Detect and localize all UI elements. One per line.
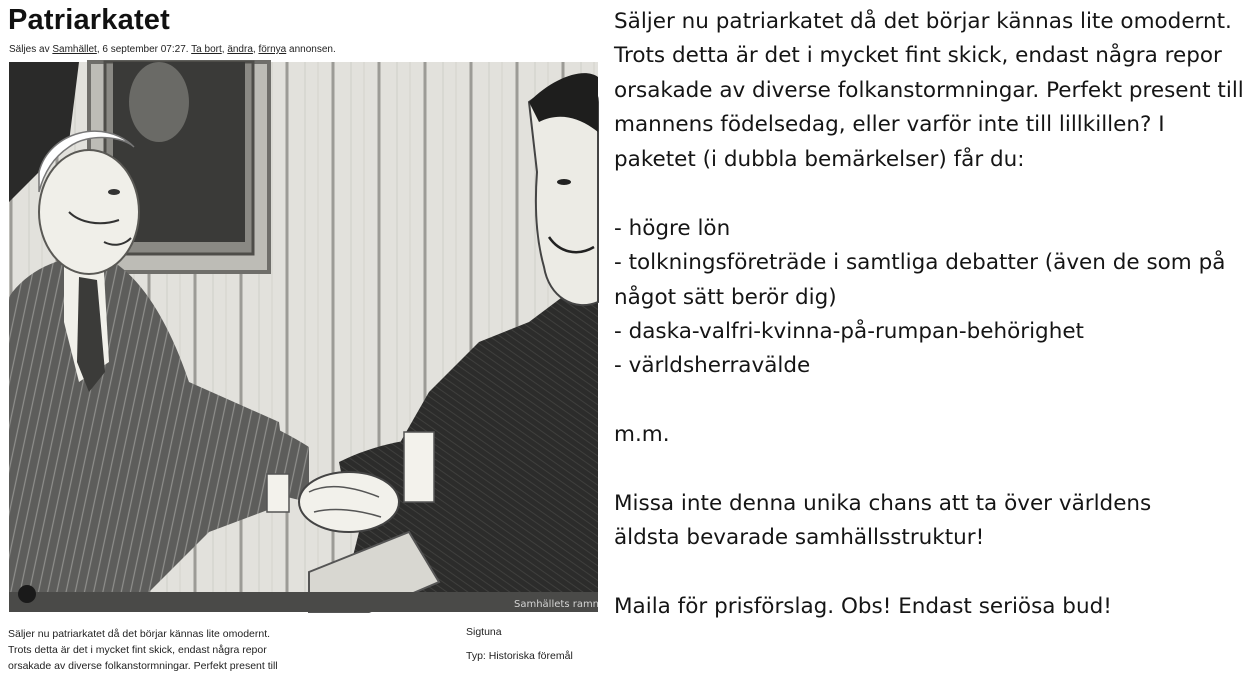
zoomed-line: - daska-valfri-kvinna-på-rumpan-behörighet (614, 319, 1084, 344)
listing-description-preview (8, 626, 408, 674)
seller-link[interactable]: Samhället (52, 44, 97, 55)
description-line: Trots detta är det i mycket fint skick, endast några repor (8, 644, 267, 656)
renew-ad-link[interactable]: förnya (258, 44, 287, 55)
meta-date: , 6 september 07:27. (96, 44, 189, 55)
zoomed-line: mannens födelsedag, eller varför inte till lillkillen? I (614, 112, 1165, 137)
zoomed-line: Trots detta är det i mycket fint skick, endast några repor (614, 43, 1222, 68)
meta-prefix: Säljes av (9, 44, 50, 55)
zoomed-line: - tolkningsföreträde i samtliga debatter (även de som på (614, 250, 1226, 275)
listing-photo[interactable] (9, 62, 614, 612)
remove-ad-link[interactable]: Ta bort (191, 44, 222, 55)
listing-type: Typ: Historiska föremål (466, 650, 573, 662)
handshake-illustration (9, 62, 614, 612)
zoomed-line: m.m. (614, 422, 670, 447)
listing-meta (9, 44, 336, 55)
zoomed-line: paketet (i dubbla bemärkelser) får du: (614, 147, 1025, 172)
meta-suffix: annonsen. (289, 44, 336, 55)
listing-panel (0, 0, 614, 675)
zoomed-line: - högre lön (614, 216, 731, 241)
listing-location: Sigtuna (466, 626, 502, 638)
zoomed-line: Maila för prisförslag. Obs! Endast seriösa bud! (614, 594, 1112, 619)
zoomed-line: orsakade av diverse folkanstormningar. Perfekt present till (614, 78, 1244, 103)
zoomed-line: något sätt berör dig) (614, 285, 837, 310)
listing-details (466, 626, 573, 662)
meta-separator: , (221, 44, 225, 55)
zoomed-description (614, 0, 1244, 675)
zoomed-line: Säljer nu patriarkatet då det börjar kännas lite omodernt. (614, 9, 1232, 34)
listing-title: Patriarkatet (8, 4, 170, 36)
zoomed-line: - världsherravälde (614, 353, 811, 378)
zoomed-line: äldsta bevarade samhällsstruktur! (614, 525, 985, 550)
zoomed-line: Missa inte denna unika chans att ta över världens (614, 491, 1152, 516)
meta-separator: , (252, 44, 256, 55)
photo-watermark: Samhällets ramnett (514, 599, 614, 610)
description-line: orsakade av diverse folkanstormningar. Perfekt present till (8, 660, 278, 672)
description-line: Säljer nu patriarkatet då det börjar kännas lite omodernt. (8, 628, 271, 640)
edit-ad-link[interactable]: ändra (227, 44, 253, 55)
